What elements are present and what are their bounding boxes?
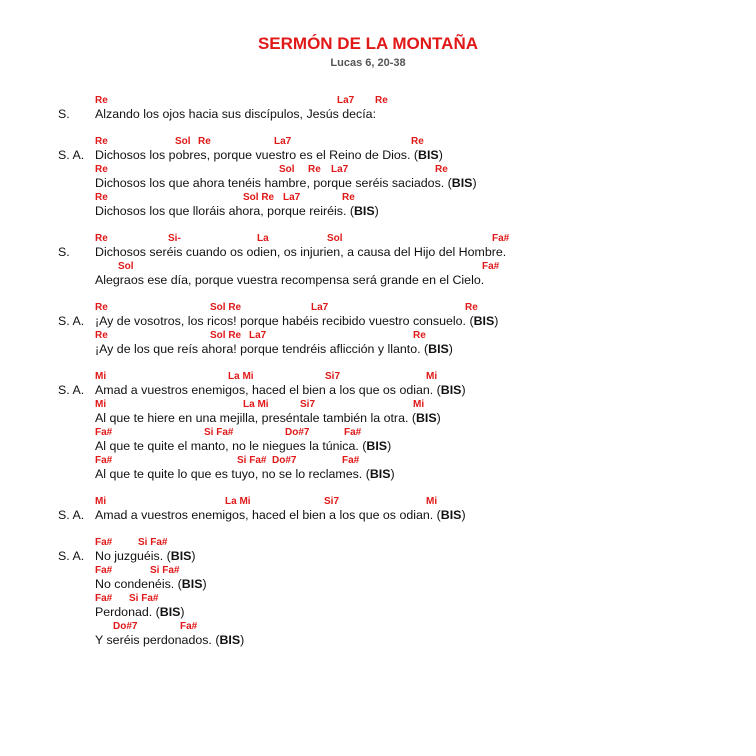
lyric-words: Dichosos los pobres, porque vuestro es el Reino de Dios.: [95, 148, 411, 162]
chord-row: [0, 426, 756, 439]
lyric-text: ¡Ay de los que reís ahora! porque tendréis aflicción y llanto. (BIS): [95, 342, 453, 356]
lyric-words: Dichosos los que lloráis ahora, porque reiréis.: [95, 204, 347, 218]
bis-marker: BIS: [418, 148, 439, 162]
lyric-line: [0, 342, 756, 357]
chord: Mi: [95, 371, 107, 382]
stanza: [0, 370, 756, 482]
chord: Re: [465, 302, 478, 313]
chord: Sol: [327, 233, 343, 244]
bis-marker: BIS: [159, 605, 181, 619]
lyric-words: No condenéis.: [95, 577, 175, 591]
chord-row: [0, 398, 756, 411]
chord-row: [0, 564, 756, 577]
chord-row: [0, 94, 756, 107]
lyric-text: [95, 273, 484, 288]
lyric-text: ¡Ay de vosotros, los ricos! porque habéis recibido vuestro consuelo. (BIS): [95, 314, 499, 328]
lyric-text: Dichosos los que lloráis ahora, porque reiréis. (BIS): [95, 204, 379, 218]
chord: Fa#: [344, 427, 362, 438]
lyric-line: [0, 633, 756, 648]
lyric-words: Dichosos los que ahora tenéis hambre, porque seréis saciados.: [95, 176, 445, 190]
chord-row: [0, 135, 756, 148]
chord: Si Fa#: [150, 565, 180, 576]
chord: Sol: [175, 136, 191, 147]
lyric-line: [0, 577, 756, 592]
chord: Mi: [426, 496, 438, 507]
chord: Si7: [325, 371, 341, 382]
lyric-text: Dichosos los pobres, porque vuestro es el Reino de Dios. (BIS): [95, 148, 443, 162]
chord: La7: [311, 302, 329, 313]
lyric-line: [0, 273, 756, 288]
lyric-line: [0, 314, 756, 329]
lyric-words: Al que te hiere en una mejilla, preséntale también la otra.: [95, 411, 409, 425]
chord: Si Fa#: [237, 455, 267, 466]
chord: Do#7: [272, 455, 297, 466]
lyric-text: Al que te quite lo que es tuyo, no se lo reclames. (BIS): [95, 467, 395, 481]
stanza: [0, 301, 756, 357]
chord: Re: [95, 164, 108, 175]
chord: Re: [198, 136, 211, 147]
chord: Mi: [413, 399, 425, 410]
lyric-text: [95, 107, 376, 122]
lyric-text: Amad a vuestros enemigos, haced el bien a los que os odian. (BIS): [95, 508, 466, 522]
chord: La7: [331, 164, 349, 175]
chord: Mi: [95, 399, 107, 410]
song-body: [0, 94, 756, 648]
lyric-text: Al que te hiere en una mejilla, preséntale también la otra. (BIS): [95, 411, 441, 425]
stanza: [0, 495, 756, 523]
stanza: [0, 94, 756, 122]
chord: Re: [375, 95, 388, 106]
chord: Si Fa#: [129, 593, 159, 604]
singer-label: S. A.: [58, 314, 85, 328]
lyric-line: [0, 148, 756, 163]
chord: Re: [435, 164, 448, 175]
chord: Si Fa#: [204, 427, 234, 438]
lyric-line: [0, 411, 756, 426]
lyric-line: [0, 508, 756, 523]
chord-row: [0, 260, 756, 273]
lyric-words: Al que te quite lo que es tuyo, no se lo reclames.: [95, 467, 363, 481]
lyric-text: No condenéis. (BIS): [95, 577, 207, 591]
lyric-line: [0, 245, 756, 260]
bis-marker: BIS: [440, 508, 462, 522]
chord-row: [0, 370, 756, 383]
chord: Re: [308, 164, 321, 175]
lyric-words: Y seréis perdonados.: [95, 633, 212, 647]
lyric-text: Perdonad. (BIS): [95, 605, 185, 619]
lyric-line: [0, 204, 756, 219]
chord: Re: [95, 330, 108, 341]
song-subtitle: Lucas 6, 20-38: [330, 57, 406, 69]
chord-row: [0, 620, 756, 633]
chord: Do#7: [285, 427, 310, 438]
bis-marker: BIS: [451, 176, 473, 190]
lyric-words: ¡Ay de los que reís ahora! porque tendréis aflicción y llanto.: [95, 342, 421, 356]
chord-row: [0, 301, 756, 314]
lyric-line: [0, 467, 756, 482]
lyric-line: [0, 107, 756, 122]
chord: Fa#: [492, 233, 510, 244]
chord: Si Fa#: [138, 537, 168, 548]
bis-marker: BIS: [428, 342, 449, 356]
chord: Sol Re: [210, 302, 242, 313]
chord: Fa#: [342, 455, 360, 466]
chord: La7: [249, 330, 267, 341]
chord-row: [0, 232, 756, 245]
chord: La Mi: [225, 496, 251, 507]
singer-label: S. A.: [58, 148, 85, 162]
chord: La Mi: [228, 371, 254, 382]
lyric-text: Amad a vuestros enemigos, haced el bien a los que os odian. (BIS): [95, 383, 466, 397]
bis-marker: BIS: [366, 439, 388, 453]
chord-row: [0, 592, 756, 605]
chord: Fa#: [95, 455, 113, 466]
lyric-words: No juzguéis.: [95, 549, 164, 563]
chord: Re: [95, 136, 108, 147]
chord: Si7: [300, 399, 316, 410]
lyric-words: Dichosos seréis cuando os odien, os injurien, a causa del Hijo del Hombre.: [95, 245, 507, 259]
singer-label: S.: [58, 107, 70, 121]
lyric-words: Al que te quite el manto, no le niegues la túnica.: [95, 439, 359, 453]
chord: La Mi: [243, 399, 269, 410]
bis-marker: BIS: [369, 467, 391, 481]
bis-marker: BIS: [415, 411, 437, 425]
lyric-line: [0, 176, 756, 191]
chord: Re: [95, 233, 108, 244]
song-title: SERMÓN DE LA MONTAÑA: [257, 34, 479, 53]
singer-label: S. A.: [58, 383, 85, 397]
chord: Fa#: [95, 565, 113, 576]
lyric-line: [0, 383, 756, 398]
chord: Fa#: [95, 427, 113, 438]
lyric-words: Amad a vuestros enemigos, haced el bien a los que os odian.: [95, 508, 434, 522]
chord: La: [257, 233, 269, 244]
chord: Re: [413, 330, 426, 341]
lyric-words: Amad a vuestros enemigos, haced el bien a los que os odian.: [95, 383, 434, 397]
bis-marker: BIS: [170, 549, 192, 563]
stanza: [0, 536, 756, 648]
lyric-line: [0, 439, 756, 454]
chord-row: [0, 163, 756, 176]
chord: Si-: [168, 233, 181, 244]
chord: La7: [283, 192, 301, 203]
chord: Mi: [95, 496, 107, 507]
lyric-line: [0, 549, 756, 564]
lyric-words: ¡Ay de vosotros, los ricos! porque habéis recibido vuestro consuelo.: [95, 314, 466, 328]
chord: Re: [342, 192, 355, 203]
lyric-words: Alzando los ojos hacia sus discípulos, Jesús decía:: [95, 107, 377, 121]
chord: Sol: [279, 164, 295, 175]
lyric-text: Y seréis perdonados. (BIS): [95, 633, 245, 647]
chord: Sol Re: [243, 192, 275, 203]
lyric-text: No juzguéis. (BIS): [95, 549, 196, 563]
lyric-line: [0, 605, 756, 620]
chord: Fa#: [180, 621, 198, 632]
singer-label: S. A.: [58, 549, 85, 563]
chord: Re: [95, 95, 108, 106]
chord-row: [0, 536, 756, 549]
bis-marker: BIS: [440, 383, 462, 397]
chord: Fa#: [95, 593, 113, 604]
chord: Fa#: [95, 537, 113, 548]
chord: Sol: [118, 261, 134, 272]
stanza: [0, 232, 756, 288]
stanza: [0, 135, 756, 219]
chord-row: [0, 191, 756, 204]
chord-row: [0, 329, 756, 342]
chord: Fa#: [482, 261, 500, 272]
chord-row: [0, 454, 756, 467]
chord: Re: [95, 192, 108, 203]
chord: Si7: [324, 496, 340, 507]
chord: Re: [95, 302, 108, 313]
bis-marker: BIS: [219, 633, 241, 647]
singer-label: S.: [58, 245, 70, 259]
lyric-words: Alegraos ese día, porque vuestra recompensa será grande en el Cielo.: [95, 273, 485, 287]
lyric-words: Perdonad.: [95, 605, 153, 619]
bis-marker: BIS: [473, 314, 495, 328]
chord-row: [0, 495, 756, 508]
chord: Sol Re: [210, 330, 242, 341]
chord: Do#7: [113, 621, 138, 632]
singer-label: S. A.: [58, 508, 85, 522]
bis-marker: BIS: [181, 577, 203, 591]
chord: La7: [337, 95, 355, 106]
chord: La7: [274, 136, 292, 147]
lyric-text: [95, 245, 506, 260]
lyric-text: Al que te quite el manto, no le niegues la túnica. (BIS): [95, 439, 392, 453]
lyric-text: Dichosos los que ahora tenéis hambre, porque seréis saciados. (BIS): [95, 176, 477, 190]
chord: Re: [411, 136, 424, 147]
bis-marker: BIS: [353, 204, 375, 218]
chord: Mi: [426, 371, 438, 382]
